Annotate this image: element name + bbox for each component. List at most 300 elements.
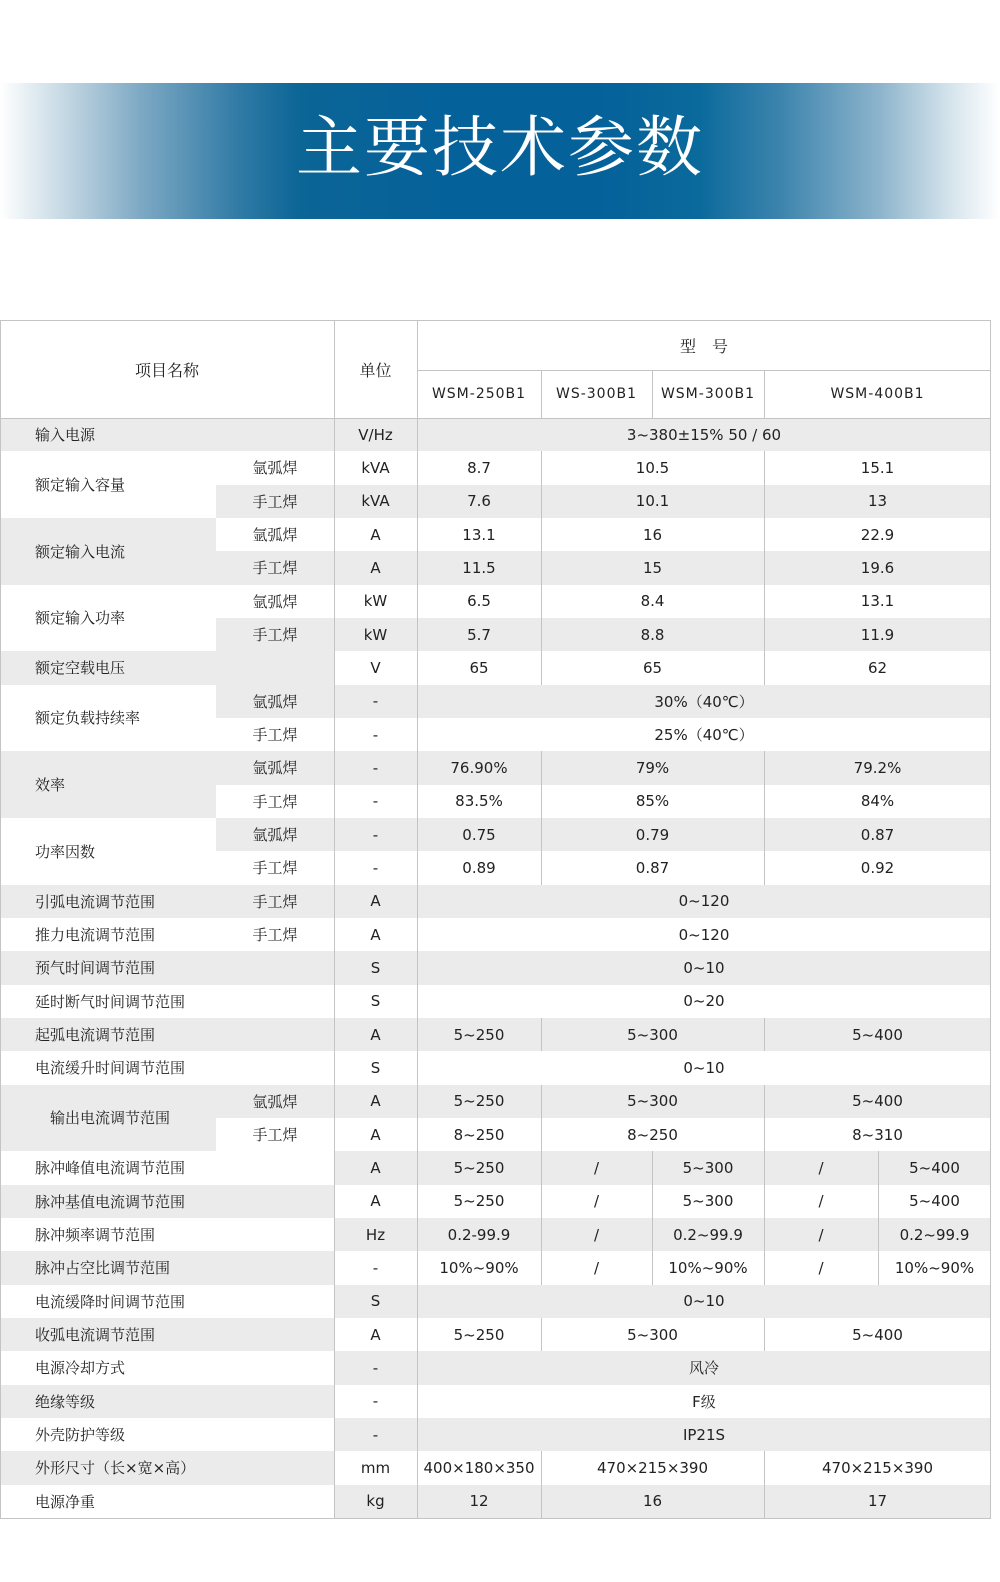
grid-line: [990, 1285, 991, 1318]
grid-line: [334, 718, 335, 751]
grid-line: [764, 751, 765, 784]
row-value: /: [541, 1251, 652, 1284]
row-value: 5~300: [652, 1151, 764, 1184]
row-value: 11.5: [417, 551, 541, 584]
row-unit: mm: [334, 1451, 417, 1484]
row-value: 0.2~99.9: [652, 1218, 764, 1251]
grid-line: [334, 618, 335, 651]
grid-line: [417, 1085, 418, 1118]
row-unit: A: [334, 1185, 417, 1218]
row-label: 脉冲频率调节范围: [0, 1218, 334, 1251]
grid-line: [334, 651, 335, 684]
grid-line: [990, 818, 991, 851]
row-value: 6.5: [417, 585, 541, 618]
row-value: 16: [541, 518, 764, 551]
row-unit: -: [334, 851, 417, 884]
grid-line: [417, 1018, 418, 1051]
row-unit: -: [334, 1418, 417, 1451]
row-value: 22.9: [764, 518, 991, 551]
row-value: 15: [541, 551, 764, 584]
grid-line: [334, 785, 335, 818]
row-sub-label: 手工焊: [216, 551, 334, 584]
row-value: 0.75: [417, 818, 541, 851]
grid-line: [764, 651, 765, 684]
grid-line: [990, 585, 991, 618]
grid-line: [417, 618, 418, 651]
grid-line: [990, 418, 991, 451]
grid-line: [541, 1251, 542, 1284]
grid-line: [541, 1018, 542, 1051]
grid-line: [541, 651, 542, 684]
grid-line: [764, 1318, 765, 1351]
grid-line: [541, 1485, 542, 1518]
row-value: 8~310: [764, 1118, 991, 1151]
grid-line: [417, 918, 418, 951]
row-value: 0.79: [541, 818, 764, 851]
row-value: 470×215×390: [541, 1451, 764, 1484]
grid-line: [334, 1418, 335, 1451]
grid-line: [990, 751, 991, 784]
row-label: 外壳防护等级: [0, 1418, 334, 1451]
grid-line: [990, 1485, 991, 1518]
row-sub-label: 氩弧焊: [216, 585, 334, 618]
row-label: 电流缓降时间调节范围: [0, 1285, 334, 1318]
row-value: 5~250: [417, 1018, 541, 1051]
row-label: 额定输入功率: [0, 585, 216, 652]
grid-line: [990, 1418, 991, 1451]
grid-line: [417, 320, 418, 418]
row-value: 0.2~99.9: [878, 1218, 991, 1251]
row-value: 5~300: [541, 1318, 764, 1351]
grid-line: [334, 1351, 335, 1384]
row-unit: S: [334, 951, 417, 984]
row-value: 10%~90%: [652, 1251, 764, 1284]
grid-line: [990, 618, 991, 651]
row-value: /: [541, 1185, 652, 1218]
row-sub-label: 手工焊: [216, 485, 334, 518]
grid-line: [417, 1418, 418, 1451]
grid-line: [541, 370, 542, 418]
grid-line: [417, 418, 418, 451]
row-label: 推力电流调节范围: [0, 918, 216, 951]
grid-line: [417, 585, 418, 618]
grid-line: [652, 1151, 653, 1184]
row-value: 10%~90%: [878, 1251, 991, 1284]
grid-line: [764, 1451, 765, 1484]
row-unit: kW: [334, 585, 417, 618]
grid-line: [541, 785, 542, 818]
grid-line: [878, 1151, 879, 1184]
row-label: 起弧电流调节范围: [0, 1018, 334, 1051]
grid-line: [334, 1385, 335, 1418]
grid-line: [334, 685, 335, 718]
row-value: 0~10: [417, 951, 991, 984]
grid-line: [334, 1151, 335, 1184]
grid-line: [417, 1451, 418, 1484]
row-value: 5~400: [764, 1318, 991, 1351]
grid-line: [652, 370, 653, 418]
grid-line: [417, 651, 418, 684]
grid-line: [764, 1085, 765, 1118]
row-unit: A: [334, 1318, 417, 1351]
row-value: 5~300: [541, 1085, 764, 1118]
row-label: 额定负载持续率: [0, 685, 216, 752]
row-sub-label: 氩弧焊: [216, 685, 334, 718]
grid-line: [990, 1251, 991, 1284]
grid-line: [541, 551, 542, 584]
row-unit: S: [334, 1051, 417, 1084]
grid-line: [334, 1251, 335, 1284]
row-unit: A: [334, 1118, 417, 1151]
row-value: 470×215×390: [764, 1451, 991, 1484]
grid-line: [990, 651, 991, 684]
row-unit: A: [334, 1085, 417, 1118]
row-value: 5~400: [764, 1018, 991, 1051]
grid-line: [990, 718, 991, 751]
row-sub-label: 氩弧焊: [216, 818, 334, 851]
grid-line: [541, 451, 542, 484]
row-value: 0.89: [417, 851, 541, 884]
row-sub-label: 氩弧焊: [216, 1085, 334, 1118]
row-unit: S: [334, 985, 417, 1018]
grid-line: [764, 451, 765, 484]
grid-line: [417, 751, 418, 784]
grid-line: [417, 1185, 418, 1218]
grid-line: [417, 1051, 418, 1084]
grid-line: [417, 985, 418, 1018]
grid-line: [417, 851, 418, 884]
row-label: 脉冲基值电流调节范围: [0, 1185, 334, 1218]
grid-line: [990, 551, 991, 584]
grid-line: [541, 1185, 542, 1218]
row-unit: -: [334, 818, 417, 851]
row-value: 76.90%: [417, 751, 541, 784]
grid-line: [990, 951, 991, 984]
grid-line: [334, 951, 335, 984]
grid-line: [334, 1018, 335, 1051]
grid-line: [990, 1218, 991, 1251]
grid-line: [764, 1151, 765, 1184]
grid-line: [334, 551, 335, 584]
header-model: WSM-400B1: [764, 370, 991, 418]
grid-line: [334, 1451, 335, 1484]
grid-line: [990, 518, 991, 551]
header-model: WSM-250B1: [417, 370, 541, 418]
grid-line: [334, 1085, 335, 1118]
row-value: 25%（40℃）: [417, 718, 991, 751]
row-sub-label: 氩弧焊: [216, 451, 334, 484]
row-value: 0~10: [417, 1051, 991, 1084]
grid-line: [334, 518, 335, 551]
row-sub-label: 氩弧焊: [216, 751, 334, 784]
row-value: 17: [764, 1485, 991, 1518]
grid-line: [990, 1085, 991, 1118]
row-value: 85%: [541, 785, 764, 818]
grid-line: [990, 451, 991, 484]
grid-line: [417, 951, 418, 984]
grid-line: [541, 751, 542, 784]
row-value: /: [764, 1151, 878, 1184]
grid-line: [417, 1385, 418, 1418]
grid-line: [990, 1151, 991, 1184]
row-value: 0.87: [541, 851, 764, 884]
row-sub-label: 手工焊: [216, 618, 334, 651]
row-value: /: [764, 1218, 878, 1251]
row-unit: A: [334, 885, 417, 918]
title-banner: [0, 83, 1000, 219]
grid-line: [417, 1251, 418, 1284]
row-value: 15.1: [764, 451, 991, 484]
row-value: 0.87: [764, 818, 991, 851]
row-value: 5~250: [417, 1185, 541, 1218]
header-unit: 单位: [334, 320, 417, 418]
grid-line: [541, 618, 542, 651]
row-sub-label: 手工焊: [216, 785, 334, 818]
row-value: /: [541, 1218, 652, 1251]
row-value: 79%: [541, 751, 764, 784]
grid-line: [417, 1118, 418, 1151]
grid-line: [541, 851, 542, 884]
grid-line: [0, 320, 1, 1518]
row-label: 额定输入电流: [0, 518, 216, 585]
grid-line: [334, 1051, 335, 1084]
grid-line: [334, 885, 335, 918]
grid-line: [334, 1318, 335, 1351]
grid-line: [334, 851, 335, 884]
header-model: WSM-300B1: [652, 370, 764, 418]
row-unit: -: [334, 1351, 417, 1384]
row-unit: -: [334, 785, 417, 818]
row-label: 脉冲峰值电流调节范围: [0, 1151, 334, 1184]
row-unit: kVA: [334, 485, 417, 518]
row-value: 5~400: [878, 1151, 991, 1184]
grid-line: [417, 818, 418, 851]
row-unit: V: [334, 651, 417, 684]
row-value: 0~120: [417, 885, 991, 918]
grid-line: [0, 418, 991, 419]
row-unit: -: [334, 1385, 417, 1418]
row-label: 输入电源: [0, 418, 334, 451]
row-value: 0~10: [417, 1285, 991, 1318]
row-value: 0~120: [417, 918, 991, 951]
grid-line: [417, 1351, 418, 1384]
grid-line: [334, 1185, 335, 1218]
row-value: 84%: [764, 785, 991, 818]
row-value: 8~250: [417, 1118, 541, 1151]
row-unit: kVA: [334, 451, 417, 484]
grid-line: [334, 1485, 335, 1518]
grid-line: [541, 1318, 542, 1351]
grid-line: [417, 1285, 418, 1318]
grid-line: [334, 451, 335, 484]
grid-line: [334, 1218, 335, 1251]
row-label: 效率: [0, 751, 216, 818]
grid-line: [417, 370, 991, 371]
grid-line: [541, 485, 542, 518]
grid-line: [334, 751, 335, 784]
row-value: 65: [541, 651, 764, 684]
grid-line: [764, 370, 765, 418]
grid-line: [417, 1151, 418, 1184]
grid-line: [764, 1118, 765, 1151]
grid-line: [990, 1451, 991, 1484]
grid-line: [417, 885, 418, 918]
grid-line: [417, 485, 418, 518]
grid-line: [541, 1151, 542, 1184]
grid-line: [764, 785, 765, 818]
row-unit: A: [334, 518, 417, 551]
grid-line: [417, 1485, 418, 1518]
row-label: 脉冲占空比调节范围: [0, 1251, 334, 1284]
grid-line: [541, 518, 542, 551]
grid-line: [878, 1251, 879, 1284]
row-sub-label: 手工焊: [216, 718, 334, 751]
row-value: /: [764, 1185, 878, 1218]
grid-line: [990, 985, 991, 1018]
grid-line: [990, 1018, 991, 1051]
row-value: 79.2%: [764, 751, 991, 784]
grid-line: [417, 785, 418, 818]
grid-line: [334, 985, 335, 1018]
row-value: 0.92: [764, 851, 991, 884]
grid-line: [417, 1218, 418, 1251]
row-value: 风冷: [417, 1351, 991, 1384]
grid-line: [764, 1218, 765, 1251]
grid-line: [417, 451, 418, 484]
row-label: 电源净重: [0, 1485, 334, 1518]
row-value: 7.6: [417, 485, 541, 518]
row-label: 延时断气时间调节范围: [0, 985, 334, 1018]
row-value: F级: [417, 1385, 991, 1418]
grid-line: [541, 585, 542, 618]
grid-line: [764, 818, 765, 851]
row-label: 输出电流调节范围: [0, 1085, 216, 1152]
grid-line: [990, 1185, 991, 1218]
grid-line: [764, 485, 765, 518]
row-value: 83.5%: [417, 785, 541, 818]
grid-line: [990, 320, 991, 418]
header-model: WS-300B1: [541, 370, 652, 418]
grid-line: [990, 1051, 991, 1084]
grid-line: [334, 585, 335, 618]
grid-line: [334, 1118, 335, 1151]
grid-line: [652, 1218, 653, 1251]
grid-line: [990, 485, 991, 518]
row-unit: kW: [334, 618, 417, 651]
grid-line: [334, 1285, 335, 1318]
grid-line: [417, 1318, 418, 1351]
grid-line: [417, 551, 418, 584]
row-value: /: [764, 1251, 878, 1284]
row-sub-label: 氩弧焊: [216, 518, 334, 551]
row-unit: -: [334, 718, 417, 751]
grid-line: [652, 1185, 653, 1218]
grid-line: [764, 518, 765, 551]
row-label: 功率因数: [0, 818, 216, 885]
grid-line: [417, 685, 418, 718]
grid-line: [764, 1485, 765, 1518]
row-value: IP21S: [417, 1418, 991, 1451]
row-unit: A: [334, 551, 417, 584]
row-value: 0.2-99.9: [417, 1218, 541, 1251]
grid-line: [990, 1385, 991, 1418]
grid-line: [334, 320, 335, 418]
row-unit: V/Hz: [334, 418, 417, 451]
row-label: 外形尺寸（长×宽×高）: [0, 1451, 334, 1484]
grid-line: [990, 685, 991, 718]
row-value: 13: [764, 485, 991, 518]
grid-line: [764, 851, 765, 884]
grid-line: [764, 1185, 765, 1218]
grid-line: [334, 818, 335, 851]
grid-line: [334, 418, 335, 451]
grid-line: [764, 1251, 765, 1284]
row-value: 5~250: [417, 1318, 541, 1351]
row-value: 3~380±15% 50 / 60: [417, 418, 991, 451]
grid-line: [990, 785, 991, 818]
row-value: 8~250: [541, 1118, 764, 1151]
row-label: 额定空载电压: [0, 651, 334, 684]
grid-line: [334, 918, 335, 951]
header-model-group: 型 号: [417, 320, 991, 370]
row-unit: kg: [334, 1485, 417, 1518]
row-label: 预气时间调节范围: [0, 951, 334, 984]
grid-line: [878, 1185, 879, 1218]
grid-line: [334, 485, 335, 518]
grid-line: [0, 1518, 991, 1519]
row-sub-label: 手工焊: [216, 918, 334, 951]
row-unit: A: [334, 1018, 417, 1051]
row-value: 5~300: [652, 1185, 764, 1218]
grid-line: [990, 918, 991, 951]
grid-line: [652, 1251, 653, 1284]
row-value: 11.9: [764, 618, 991, 651]
header-item-name: 项目名称: [0, 320, 334, 418]
grid-line: [764, 585, 765, 618]
row-value: 13.1: [764, 585, 991, 618]
row-label: 引弧电流调节范围: [0, 885, 216, 918]
grid-line: [541, 1085, 542, 1118]
row-sub-label: 手工焊: [216, 1118, 334, 1151]
row-value: 5~250: [417, 1151, 541, 1184]
row-label: 电流缓升时间调节范围: [0, 1051, 334, 1084]
spec-table: [0, 320, 991, 1518]
row-value: 5.7: [417, 618, 541, 651]
row-value: 5~400: [878, 1185, 991, 1218]
row-unit: Hz: [334, 1218, 417, 1251]
grid-line: [764, 618, 765, 651]
row-label: 绝缘等级: [0, 1385, 334, 1418]
row-value: 19.6: [764, 551, 991, 584]
grid-line: [541, 1218, 542, 1251]
grid-line: [878, 1218, 879, 1251]
grid-line: [541, 1451, 542, 1484]
grid-line: [0, 320, 991, 321]
row-label: 电源冷却方式: [0, 1351, 334, 1384]
grid-line: [990, 885, 991, 918]
row-value: 13.1: [417, 518, 541, 551]
row-value: 8.7: [417, 451, 541, 484]
row-label: 收弧电流调节范围: [0, 1318, 334, 1351]
page-title: 主要技术参数: [296, 109, 704, 186]
row-unit: -: [334, 685, 417, 718]
grid-line: [990, 1318, 991, 1351]
row-unit: -: [334, 751, 417, 784]
row-value: 5~250: [417, 1085, 541, 1118]
grid-line: [764, 551, 765, 584]
row-sub-label: 手工焊: [216, 851, 334, 884]
row-value: 0~20: [417, 985, 991, 1018]
